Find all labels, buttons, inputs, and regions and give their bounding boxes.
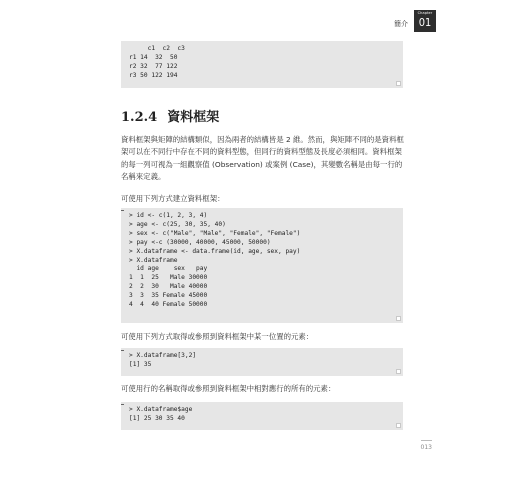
chapter-number: 01	[418, 16, 432, 29]
copy-icon	[396, 81, 401, 86]
chapter-badge	[414, 10, 436, 32]
copy-icon	[396, 369, 401, 374]
code-marker	[121, 350, 124, 351]
code-text: > X.dataframe[3,2] [1] 35	[129, 352, 197, 368]
code-text: > id <- c(1, 2, 3, 4) > age <- c(25, 30, 35, 40) > sex <- c("Male", "Male", "Female", "Female") > pay <-c (30000, 40000, 45000, 50000) > X.dataframe <- data.frame(id, age, sex, pay) > X.dataframe id age sex pay 1 1 25 Male 30000 2 2 30 Male 40000 3 3 35 Female 45000 4 4 40 Female 50000	[129, 212, 301, 309]
code-block-matrix	[121, 41, 403, 88]
page-number: 013	[421, 440, 432, 451]
code-marker	[121, 404, 124, 405]
section-heading	[121, 106, 219, 125]
section-number: 1.2.4	[121, 110, 158, 125]
code-text: c1 c2 c3 r1 14 32 50 r2 32 77 122 r3 50 122 194	[129, 45, 185, 79]
code-text: > X.dataframe$age [1] 25 30 35 40	[129, 406, 193, 422]
copy-icon	[396, 423, 401, 428]
paragraph-create-lead: 可使用下列方式建立資料框架：	[121, 194, 225, 203]
code-block-create	[121, 208, 403, 323]
code-block-column	[121, 402, 403, 430]
paragraph-column-lead: 可使用行的名稱取得或參照到資料框架中相對應行的所有的元素：	[121, 384, 336, 393]
code-marker	[121, 210, 124, 211]
section-title: 資料框架	[167, 110, 220, 125]
paragraph-intro: 資料框架與矩陣的結構類似，因為兩者的結構皆是 2 維。然而，與矩陣不同的是資料框架可以在不同行中存在不同的資料型態，但同行的資料型態及長度必須相同。資料框架的每一列可視為一組觀察值 (Observation) 或案例 (Case)，其變數名稱是由每一行的名稱來定義。	[121, 135, 404, 181]
running-header-label: 簡介	[394, 20, 408, 28]
code-block-index	[121, 348, 403, 376]
chapter-word: Chapter	[417, 11, 433, 15]
copy-icon	[396, 316, 401, 321]
paragraph-index-lead: 可使用下列方式取得或參照到資料框架中某一位置的元素：	[121, 332, 314, 341]
